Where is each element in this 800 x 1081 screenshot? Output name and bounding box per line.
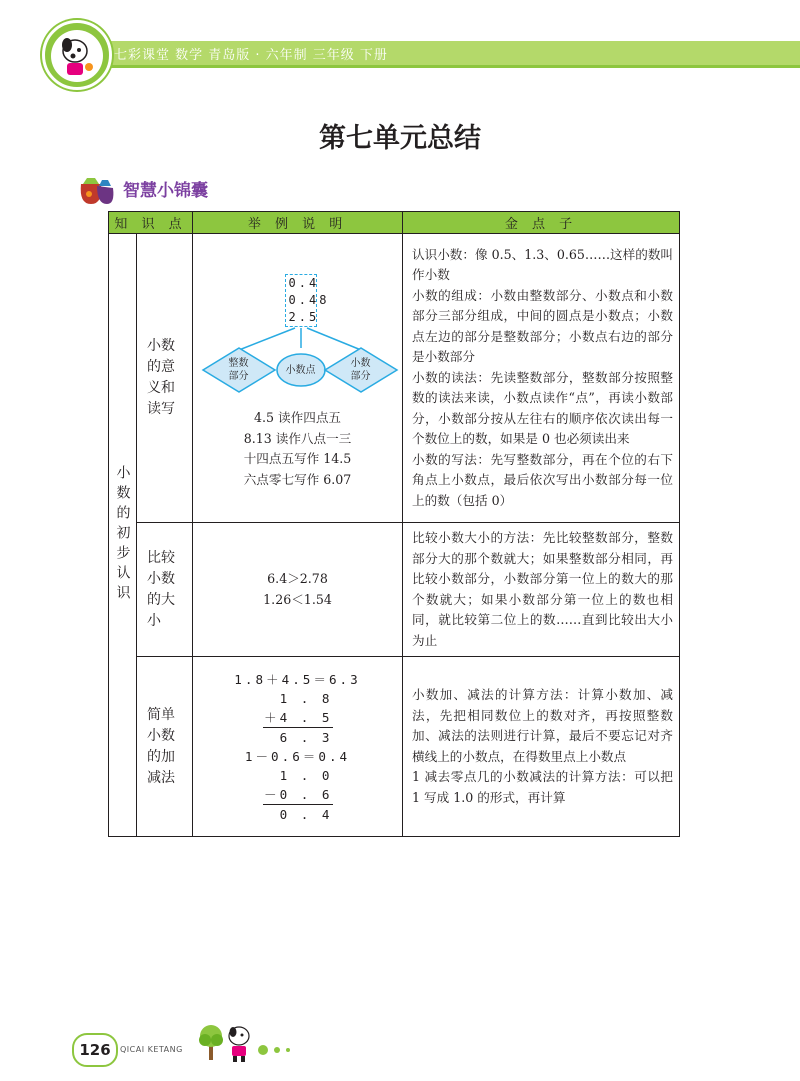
table-row (109, 657, 680, 837)
vertical-calc-sub (263, 766, 333, 824)
sub-topic: 比较小数的大小 (147, 549, 175, 629)
tips-cell (403, 657, 680, 837)
calc-line: －0 . 6 (263, 785, 333, 805)
decimal-diagram (195, 266, 401, 396)
tip-paragraph: 比较小数大小的方法：先比较整数部分，整数部分大的那个数就大；如果整数部分相同，再比较小数部分，小数部分第一位上的数大的那个数就大；如果小数部分第一位上的数也相同，就比较第二位上的数……直到比较出大小为止 (412, 530, 674, 648)
page-number: 126 (72, 1033, 118, 1067)
decimal-point-label: 小数点 (285, 365, 316, 376)
sub-topic: 简单小数的加减法 (147, 706, 175, 786)
decimal-part-label: 小数部分 (350, 358, 371, 382)
group-label-cell (109, 234, 137, 837)
vertical-calc-add (263, 689, 333, 747)
sub-topic: 小数的意义和读写 (147, 338, 175, 417)
footer-dot-medium (274, 1047, 280, 1053)
example-cell (193, 657, 403, 837)
sub-topic-cell (137, 657, 193, 837)
group-label: 小数的初步认识 (114, 465, 131, 605)
tips-cell (403, 523, 680, 657)
footer-dot-small (286, 1048, 290, 1052)
decimal-item: 0.4 (288, 276, 320, 290)
example-line: 8.13 读作八点一三 (243, 430, 352, 446)
mascot-icon (45, 23, 109, 87)
calc-result: 0 . 4 (279, 806, 333, 822)
footer-brand: QICAI KETANG (120, 1045, 183, 1054)
header-line (66, 65, 800, 68)
example-line: 十四点五写作 14.5 (243, 451, 352, 466)
example-line: 4.5 读作四点五 (254, 410, 342, 425)
tip-paragraph: 小数的读法：先读整数部分，整数部分按照整数的读法来读，小数点读作“点”，再读小数部分，小数部分按从左往右的顺序依次读出每一个数位上的数，如果是 0 也必须读出来 (412, 369, 674, 447)
footer-dot-large (258, 1045, 268, 1055)
table-row (109, 523, 680, 657)
calc-line: 1 . 8 (279, 690, 333, 706)
tip-paragraph: 小数的组成：小数由整数部分、小数点和小数部分三部分组成，中间的圆点是小数点；小数点左边的部分是整数部分；小数点右边的部分是小数部分 (412, 287, 674, 365)
tips-cell (403, 234, 680, 523)
calc-line: ＋4 . 5 (263, 708, 333, 728)
example-line: 6.4＞2.78 (267, 571, 328, 586)
table-row (109, 234, 680, 523)
page-title: 第七单元总结 (319, 123, 481, 154)
calc-result: 6 . 3 (279, 729, 333, 745)
tip-paragraph: 认识小数：像 0.5、1.3、0.65……这样的数叫作小数 (412, 246, 674, 283)
reading-examples (193, 408, 402, 490)
equation: 1.8＋4.5＝6.3 (234, 671, 361, 687)
example-line: 六点零七写作 6.07 (243, 471, 352, 487)
header-mascot-badge (42, 20, 112, 90)
tree-icon (196, 1022, 226, 1062)
equation: 1－0.6＝0.4 (244, 748, 351, 764)
summary-table (108, 211, 680, 837)
header-text: 七彩课堂 数学 青岛版 · 六年制 三年级 下册 (114, 48, 388, 63)
decimal-item: 2.5 (288, 310, 320, 324)
example-cell (193, 234, 403, 523)
tip-paragraph: 小数加、减法的计算方法：计算小数加、减法，先把相同数位上的数对齐，再按照整数加、减法的法则进行计算，最后不要忘记对齐横线上的小数点，在得数里点上小数点 (412, 687, 674, 764)
calc-line: 1 . 0 (279, 767, 333, 783)
pouch-icon (75, 170, 115, 206)
section-title: 智慧小锦囊 (123, 181, 208, 201)
example-cell (193, 523, 403, 657)
example-line: 1.26＜1.54 (263, 591, 332, 607)
header-knowledge: 知 识 点 (109, 212, 193, 234)
tip-paragraph: 1 减去零点几的小数减法的计算方法：可以把 1 写成 1.0 的形式，再计算 (412, 769, 674, 805)
tip-paragraph: 小数的写法：先写整数部分，再在个位的右下角点上小数点，最后依次写出小数部分每一位上的数（包括 0） (412, 451, 674, 508)
mascot-footer-icon (224, 1024, 254, 1064)
integer-part-label: 整数部分 (228, 358, 249, 382)
header-tips: 金 点 子 (403, 212, 680, 234)
decimal-item: 0.48 (288, 293, 330, 307)
sub-topic-cell (137, 523, 193, 657)
header-example: 举 例 说 明 (193, 212, 403, 234)
sub-topic-cell (137, 234, 193, 523)
